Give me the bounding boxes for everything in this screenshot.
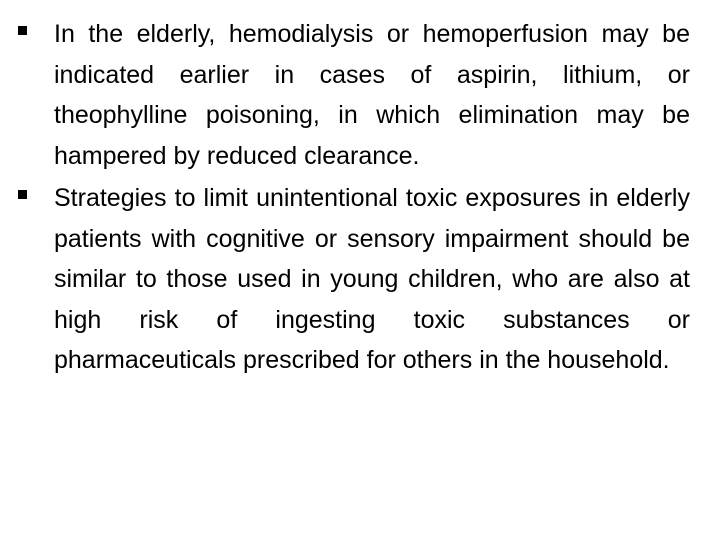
square-bullet-icon: [18, 190, 27, 199]
bullet-item-elderly-dialysis: [18, 14, 690, 176]
square-bullet-icon: [18, 26, 27, 35]
bullet-text: In the elderly, hemodialysis or hemoperfusion may be indicated earlier in cases of aspirin, lithium, or theophylline poisoning, in which elimination may be hampered by reduced clearance.: [54, 20, 690, 170]
bullet-list: [18, 14, 690, 381]
bullet-item-prevention-strategies: [18, 178, 690, 381]
bullet-text: Strategies to limit unintentional toxic exposures in elderly patients with cognitive or sensory impairment should be similar to those used in young children, who are also at high risk of ingesting toxic substances or pharmaceuticals prescribed for others in the household.: [54, 184, 690, 374]
